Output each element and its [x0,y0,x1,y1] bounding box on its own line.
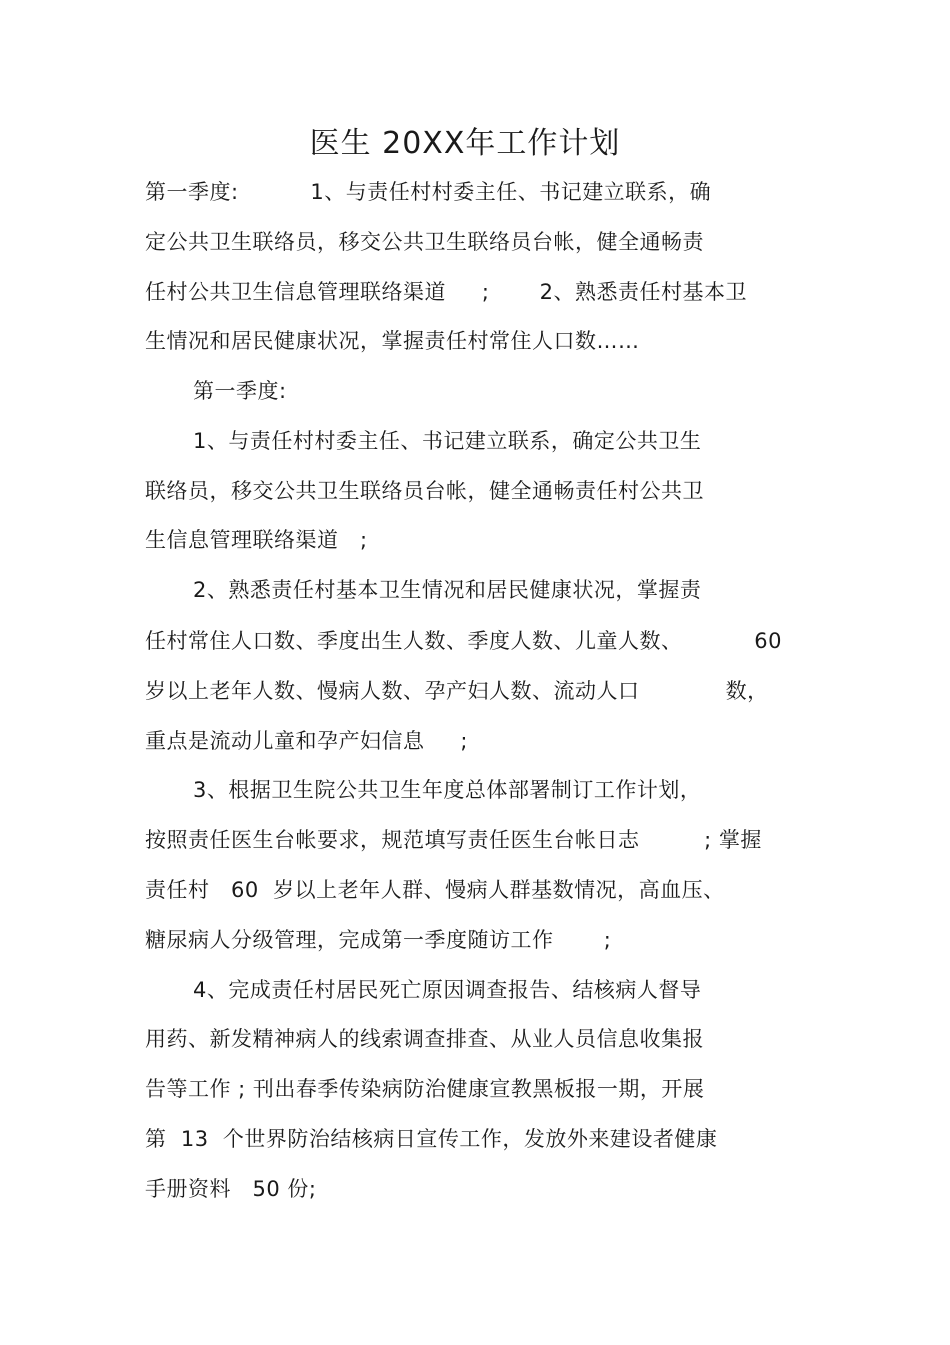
item-2-line: 重点是流动儿童和孕产妇信息 ; [145,729,468,753]
item-4-line: 第 13 个世界防治结核病日宣传工作，发放外来建设者健康 [145,1127,718,1151]
item-4-line: 手册资料 50 份; [145,1177,317,1201]
section-heading: 第一季度: [193,379,287,403]
page-title: 医生 20XX年工作计划 [309,126,621,161]
item-1-line: 1、与责任村村委主任、书记建立联系，确定公共卫生 [193,429,702,453]
summary-line: 生情况和居民健康状况，掌握责任村常住人口数…… [145,329,640,353]
item-4-line: 用药、新发精神病人的线索调查排查、从业人员信息收集报 [145,1027,704,1051]
item-4-line: 4、完成责任村居民死亡原因调查报告、结核病人督导 [193,978,702,1002]
item-2-line: 岁以上老年人数、慢病人数、孕产妇人数、流动人口 数， [145,679,769,703]
item-2-line: 任村常住人口数、季度出生人数、季度人数、儿童人数、 60 [145,629,782,653]
item-1-line: 联络员，移交公共卫生联络员台帐，健全通畅责任村公共卫 [145,479,704,503]
summary-line: 定公共卫生联络员，移交公共卫生联络员台帐，健全通畅责 [145,230,704,254]
item-1-line: 生信息管理联络渠道 ; [145,528,368,552]
summary-line: 任村公共卫生信息管理联络渠道 ; 2、熟悉责任村基本卫 [145,280,748,304]
item-3-line: 按照责任医生台帐要求，规范填写责任医生台帐日志 ; 掌握 [145,828,762,852]
item-3-line: 糖尿病人分级管理，完成第一季度随访工作 ; [145,928,612,952]
item-2-line: 2、熟悉责任村基本卫生情况和居民健康状况，掌握责 [193,578,702,602]
item-4-line: 告等工作 ; 刊出春季传染病防治健康宣教黑板报一期，开展 [145,1077,705,1101]
item-3-line: 责任村 60 岁以上老年人群、慢病人群基数情况，高血压、 [145,878,725,902]
summary-line: 第一季度: 1、与责任村村委主任、书记建立联系，确 [145,180,712,204]
item-3-line: 3、根据卫生院公共卫生年度总体部署制订工作计划， [193,778,702,802]
